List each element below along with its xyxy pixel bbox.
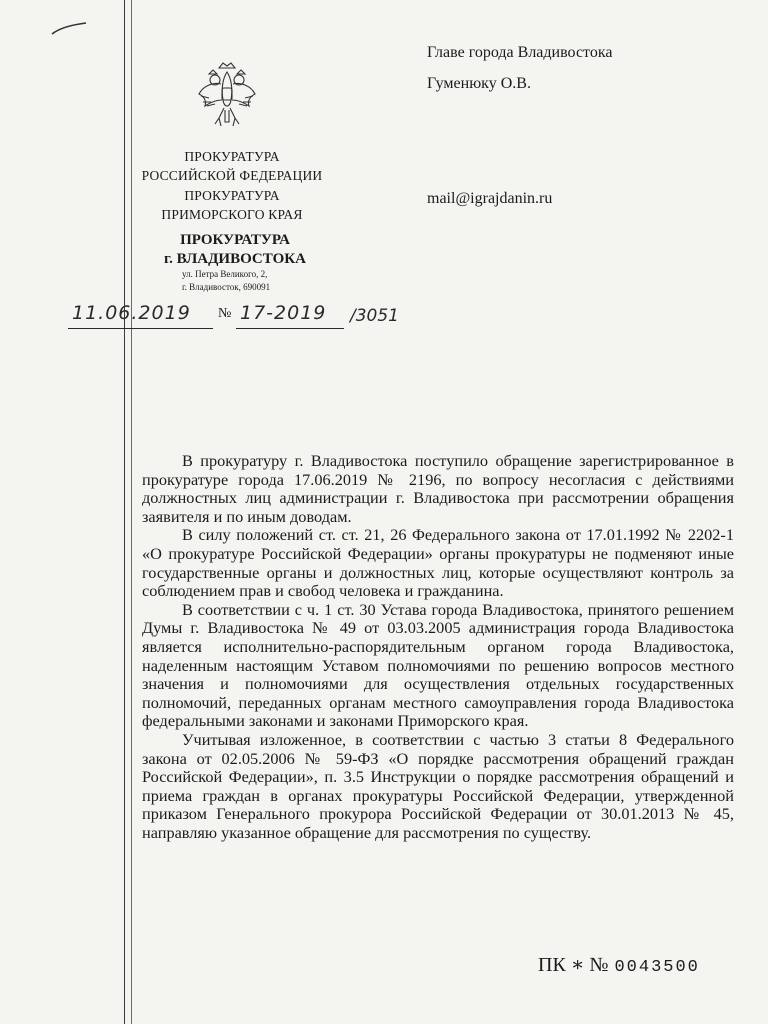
form-number (538, 952, 700, 977)
form-number-value: 0043500 (614, 958, 700, 977)
scan-mark (50, 20, 90, 36)
body-paragraph: В силу положений ст. ст. 21, 26 Федерального закона от 17.01.1992 № 2202-1 «О прокуратуре Российской Федерации» органы прокуратуры не подменяют иные государственные органы и должностных лиц, которые осуществляют контроль за соблюдением прав и свобод человека и гражданина. (142, 525, 734, 601)
margin-line (124, 0, 125, 1024)
margin-line (131, 0, 132, 1024)
org-header-federal (134, 147, 330, 185)
org-line: ПРОКУРАТУРА (180, 232, 290, 248)
body-paragraph: Учитывая изложенное, в соответствии с частью 3 статьи 8 Федерального закона от 02.05.2006 № 59-ФЗ «О порядке рассмотрения обращений граждан Российской Федерации», п. 3.5 Инструкции о порядке рассмотрения обращений и приема граждан в органах прокуратуры Российской Федерации, утвержденной приказом Генерального прокурора Российской Федерации от 30.01.2013 № 45, направляю указанное обращение для рассмотрения по существу. (142, 729, 734, 842)
underline (236, 328, 344, 329)
org-line: ПРИМОРСКОГО КРАЯ (161, 207, 303, 222)
registration-date: 11.06.2019 (72, 302, 191, 324)
org-line: ПРОКУРАТУРА (184, 149, 280, 164)
org-line: ПРОКУРАТУРА (184, 188, 280, 203)
form-number-label: ПК ∗ № (538, 954, 609, 976)
org-header-city (140, 231, 330, 269)
registration-suffix: /3051 (350, 306, 399, 326)
address-line: ул. Петра Великого, 2, (182, 269, 268, 279)
registration-number: 17-2019 (240, 302, 327, 324)
org-line: РОССИЙСКОЙ ФЕДЕРАЦИИ (141, 168, 323, 183)
body-paragraph: В прокуратуру г. Владивостока поступило обращение зарегистрированное в прокуратуре города 17.06.2019 № 2196, по вопросу несогласия с действиями должностных лиц администрации г. Владивостока при рассмотрении обращения заявителя и по иным доводам. (142, 451, 734, 526)
addressee-title: Главе города Владивостока (427, 44, 613, 61)
body-paragraph: В соответствии с ч. 1 ст. 30 Устава города Владивостока, принятого решением Думы г. Владивостока № 49 от 03.03.2005 администрация города Владивостока является исполнительно-распорядительным органом города Владивостока, наделенным настоящим Уставом полномочиями по решению вопросов местного значения и полномочиями для осуществления отдельных государственных полномочий, переданных органам местного самоуправления города Владивостока федеральными законами и законами Приморского края. (142, 599, 734, 731)
org-header-regional (134, 186, 330, 224)
underline (68, 328, 213, 329)
coat-of-arms-emblem (195, 60, 259, 132)
registration-number-label: № (218, 306, 232, 321)
org-line: г. ВЛАДИВОСТОКА (164, 251, 306, 267)
address-line: г. Владивосток, 690091 (182, 282, 271, 292)
registration-line (60, 302, 430, 346)
letter-body (142, 452, 734, 842)
org-address (182, 268, 322, 294)
addressee-name: Гуменюку О.В. (427, 75, 531, 92)
addressee-email: mail@igrajdanin.ru (427, 190, 553, 207)
